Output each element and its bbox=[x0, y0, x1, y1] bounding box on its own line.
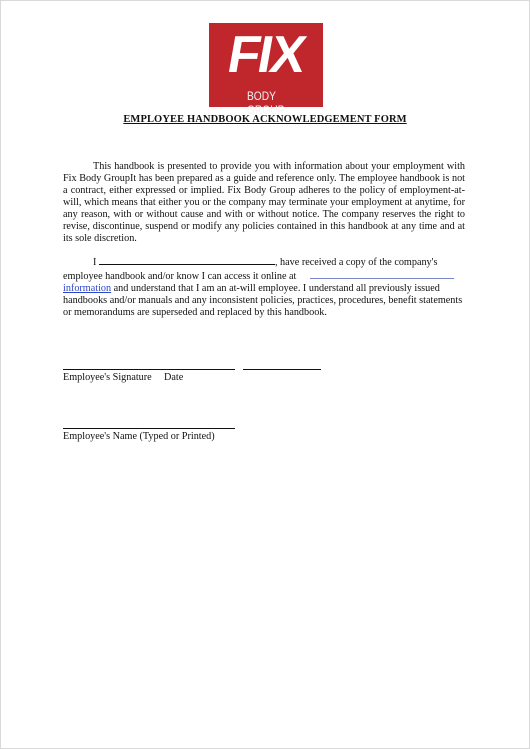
company-logo bbox=[209, 23, 323, 117]
date-label: Date bbox=[164, 372, 184, 383]
information-link[interactable]: information bbox=[63, 283, 112, 294]
signature-label: Employee's Signature bbox=[63, 372, 152, 383]
url-blank[interactable] bbox=[310, 269, 454, 279]
employee-name-blank[interactable] bbox=[99, 255, 275, 265]
date-line[interactable] bbox=[243, 369, 321, 370]
employee-name-line[interactable] bbox=[63, 428, 235, 429]
ack-prefix: I bbox=[93, 257, 97, 268]
logo-sub-text: BODY GROUP bbox=[247, 89, 285, 117]
intro-paragraph bbox=[63, 161, 465, 245]
employee-name-label: Employee's Name (Typed or Printed) bbox=[63, 431, 215, 442]
intro-text: This handbook is presented to provide you with information about your employment with Fix Body GroupIt has been prepared as a guide and reference only. The employee handbook is not a contract, either expressed or implied. Fix Body Group adheres to the policy of employment-at-will, which means that either you or the company may terminate your employment at anytime, for any reason, with or without cause and with or without notice. The company reserves the right to revise, discontinue, suspend or modify any policies contained in this handbook at any time and at its sole discretion. bbox=[63, 161, 465, 244]
ack-text-2: and understand that I am an at-will employee. I understand all previously issued handbooks and/or manuals and any inconsistent policies, practices, procedures, benefit statements or memorandums are superseded and replaced by this handbook. bbox=[63, 283, 463, 318]
form-title: EMPLOYEE HANDBOOK ACKNOWLEDGEMENT FORM bbox=[123, 114, 407, 125]
acknowledgement-paragraph bbox=[63, 255, 465, 319]
signature-line[interactable] bbox=[63, 369, 235, 370]
logo-main-text: FIX bbox=[223, 26, 309, 84]
ack-text-1: , have received a copy of the company's employee handbook and/or know I can access it online at bbox=[63, 257, 438, 282]
